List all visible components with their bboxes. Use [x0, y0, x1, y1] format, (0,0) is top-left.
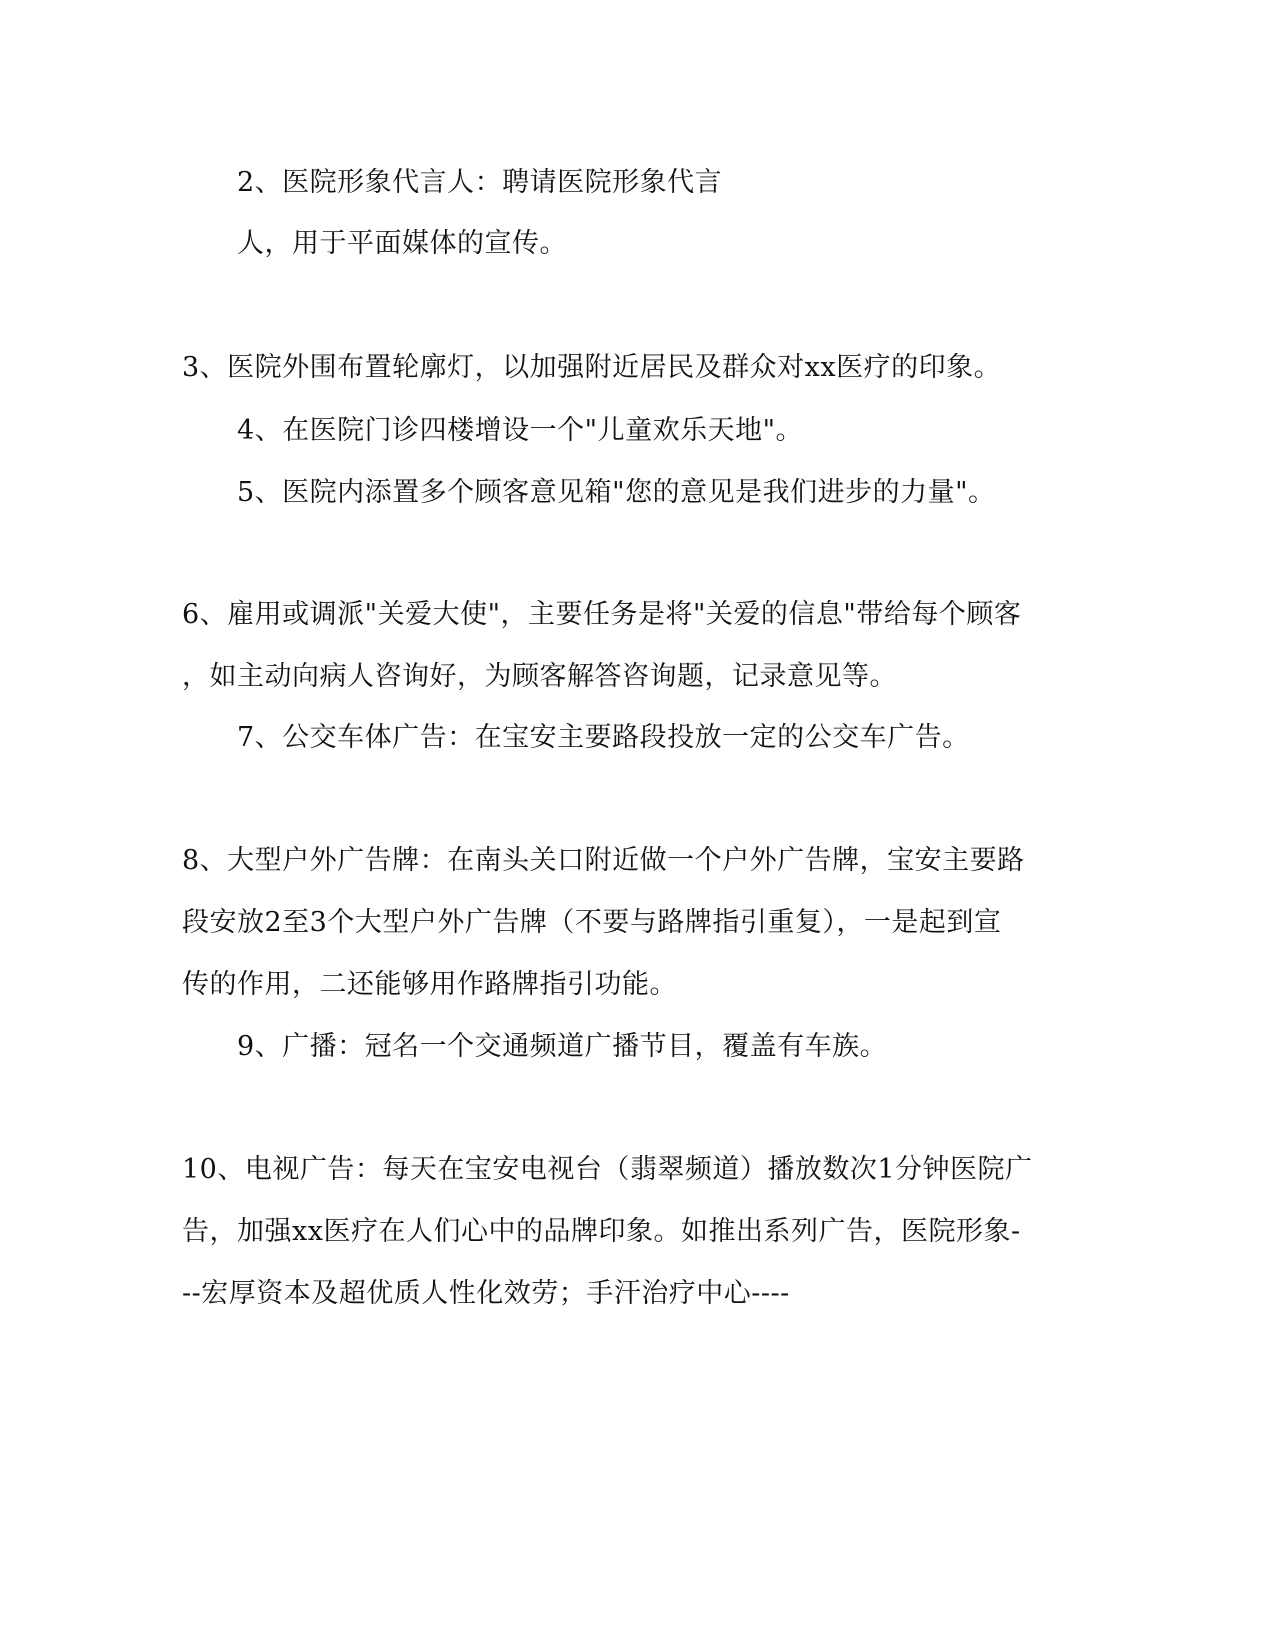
- item-9-line: 9、广播：冠名一个交通频道广播节目，覆盖有车族。: [237, 1031, 888, 1062]
- item-10-line-2: 告，加强xx医疗在人们心中的品牌印象。如推出系列广告，医院形象-: [182, 1216, 1021, 1247]
- item-6-line-2: ，如主动向病人咨询好，为顾客解答咨询题，记录意见等。: [182, 661, 897, 692]
- item-3-line: 3、医院外围布置轮廓灯，以加强附近居民及群众对xx医疗的印象。: [182, 352, 1002, 383]
- item-2-line-2: 人，用于平面媒体的宣传。: [237, 228, 567, 259]
- item-8-line-1: 8、大型户外广告牌：在南头关口附近做一个户外广告牌，宝安主要路: [182, 845, 1025, 876]
- item-10-line-3: --宏厚资本及超优质人性化效劳；手汗治疗中心----: [182, 1278, 790, 1309]
- item-5-line: 5、医院内添置多个顾客意见箱"您的意见是我们进步的力量"。: [237, 477, 996, 508]
- item-8-line-2: 段安放2至3个大型户外广告牌（不要与路牌指引重复），一是起到宣: [182, 907, 1002, 938]
- item-2-line-1: 2、医院形象代言人：聘请医院形象代言: [237, 167, 723, 198]
- item-6-line-1: 6、雇用或调派"关爱大使"，主要任务是将"关爱的信息"带给每个顾客: [182, 599, 1022, 630]
- item-4-line: 4、在医院门诊四楼增设一个"儿童欢乐天地"。: [237, 415, 804, 446]
- item-8-line-3: 传的作用，二还能够用作路牌指引功能。: [182, 969, 677, 1000]
- item-10-line-1: 10、电视广告：每天在宝安电视台（翡翠频道）播放数次1分钟医院广: [182, 1154, 1033, 1185]
- item-7-line: 7、公交车体广告：在宝安主要路段投放一定的公交车广告。: [237, 722, 970, 753]
